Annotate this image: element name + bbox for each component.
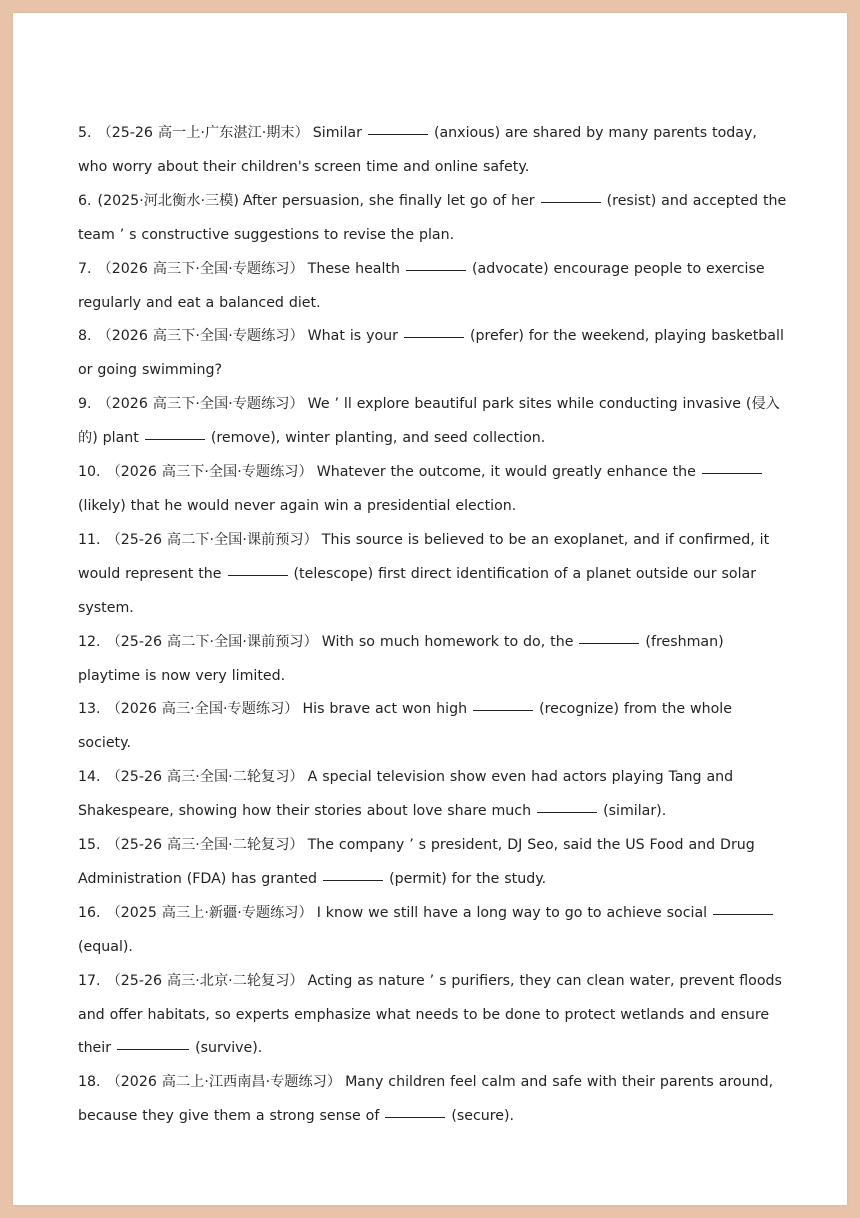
question-text-before: With so much homework to do, the — [321, 633, 574, 650]
question-text-after: (freshman) playtime is now very limited. — [78, 633, 724, 684]
question-list — [78, 117, 788, 1134]
answer-blank[interactable] — [473, 709, 533, 711]
answer-blank[interactable] — [145, 438, 205, 440]
question-8 — [78, 320, 788, 388]
question-text-before: Many children feel calm and safe with their parents around, because they give them a strong sense of — [78, 1074, 774, 1125]
worksheet-page — [13, 13, 847, 1205]
question-18 — [78, 1066, 788, 1134]
answer-blank[interactable] — [702, 472, 762, 474]
question-source: （25-26 高二下·全国·课前预习） — [106, 531, 318, 548]
question-15 — [78, 829, 788, 897]
question-11 — [78, 524, 788, 626]
answer-blank[interactable] — [323, 879, 383, 881]
question-text-after: (advocate) encourage people to exercise regularly and eat a balanced diet. — [78, 260, 765, 311]
question-source: （25-26 高二下·全国·课前预习） — [106, 633, 318, 650]
question-13 — [78, 693, 788, 761]
question-number: 11. — [78, 531, 101, 548]
question-text-after: (telescope) first direct identification of a planet outside our solar system. — [78, 565, 757, 616]
question-text-before: We ’ ll explore beautiful park sites while conducting invasive (侵入的) plant — [78, 396, 780, 447]
question-12 — [78, 626, 788, 694]
question-source: （25-26 高一上·广东湛江·期末） — [97, 125, 309, 141]
question-source: （2025 高三上·新疆·专题练习） — [106, 904, 313, 921]
question-17 — [78, 965, 788, 1067]
question-number: 15. — [78, 837, 101, 854]
question-6 — [78, 185, 788, 253]
question-source: （25-26 高三·北京·二轮复习） — [106, 972, 304, 989]
question-number: 7. — [78, 260, 92, 277]
answer-blank[interactable] — [537, 811, 597, 813]
question-9 — [78, 388, 788, 456]
question-text-after: (remove), winter planting, and seed collection. — [210, 430, 546, 447]
question-5 — [78, 117, 788, 185]
question-text-after: (survive). — [195, 1040, 263, 1057]
question-text-after: (recognize) from the whole society. — [78, 701, 732, 752]
question-source: （2026 高三下·全国·专题练习） — [97, 260, 304, 277]
question-text-after: (permit) for the study. — [389, 870, 547, 887]
question-text-after: (anxious) are shared by many parents today, who worry about their children's screen time and online safety. — [78, 125, 757, 175]
question-source: （2026 高三下·全国·专题练习） — [97, 396, 304, 413]
question-text-before: This source is believed to be an exoplanet, and if confirmed, it would represent the — [78, 531, 770, 582]
question-source: （2026 高三·全国·专题练习） — [106, 701, 299, 718]
question-source: （2026 高二上·江西南昌·专题练习） — [106, 1074, 342, 1091]
answer-blank[interactable] — [368, 133, 428, 135]
question-text-before: Acting as nature ’ s purifiers, they can clean water, prevent floods and offer habitats, so experts emphasize what needs to be done to protect wetlands and ensure their — [78, 972, 782, 1057]
question-text-before: I know we still have a long way to go to achieve social — [316, 904, 708, 921]
question-text-after: (secure). — [451, 1108, 515, 1125]
question-number: 14. — [78, 769, 101, 786]
answer-blank[interactable] — [404, 336, 464, 338]
question-number: 16. — [78, 904, 101, 921]
answer-blank[interactable] — [579, 642, 639, 644]
question-text-before: The company ’ s president, DJ Seo, said the US Food and Drug Administration (FDA) has granted — [78, 837, 755, 887]
question-text-before: What is your — [307, 328, 398, 345]
question-source: （2026 高三下·全国·专题练习） — [97, 328, 304, 345]
question-text-before: These health — [307, 260, 400, 277]
question-16 — [78, 897, 788, 965]
question-7 — [78, 253, 788, 321]
answer-blank[interactable] — [713, 913, 773, 915]
question-number: 10. — [78, 464, 101, 481]
question-text-before: Whatever the outcome, it would greatly enhance the — [316, 464, 696, 481]
question-14 — [78, 761, 788, 829]
question-number: 17. — [78, 972, 101, 989]
question-number: 8. — [78, 328, 92, 345]
question-number: 9. — [78, 396, 92, 413]
question-text-before: After persuasion, she finally let go of her — [242, 192, 535, 209]
question-number: 6. — [78, 192, 92, 209]
question-text-after: (resist) and accepted the team ’ s constructive suggestions to revise the plan. — [78, 192, 787, 243]
question-number: 12. — [78, 633, 101, 650]
question-10 — [78, 456, 788, 524]
question-number: 5. — [78, 125, 92, 141]
answer-blank[interactable] — [117, 1048, 189, 1050]
question-text-before: A special television show even had actors playing Tang and Shakespeare, showing how their stories about love share much — [78, 769, 734, 820]
answer-blank[interactable] — [228, 574, 288, 576]
question-number: 18. — [78, 1074, 101, 1091]
question-text-before: His brave act won high — [302, 701, 468, 718]
answer-blank[interactable] — [385, 1116, 445, 1118]
answer-blank[interactable] — [541, 201, 601, 203]
question-text-before: Similar — [312, 125, 362, 141]
question-source: （25-26 高三·全国·二轮复习） — [106, 769, 304, 786]
question-text-after: (equal). — [78, 938, 133, 955]
question-source: (2025·河北衡水·三模) — [97, 192, 239, 209]
question-source: （25-26 高三·全国·二轮复习） — [106, 837, 304, 854]
question-text-after: (likely) that he would never again win a presidential election. — [78, 497, 517, 514]
question-number: 13. — [78, 701, 101, 718]
question-text-after: (similar). — [603, 803, 667, 820]
answer-blank[interactable] — [406, 269, 466, 271]
question-text-after: (prefer) for the weekend, playing basketball or going swimming? — [78, 328, 784, 379]
question-source: （2026 高三下·全国·专题练习） — [106, 464, 313, 481]
